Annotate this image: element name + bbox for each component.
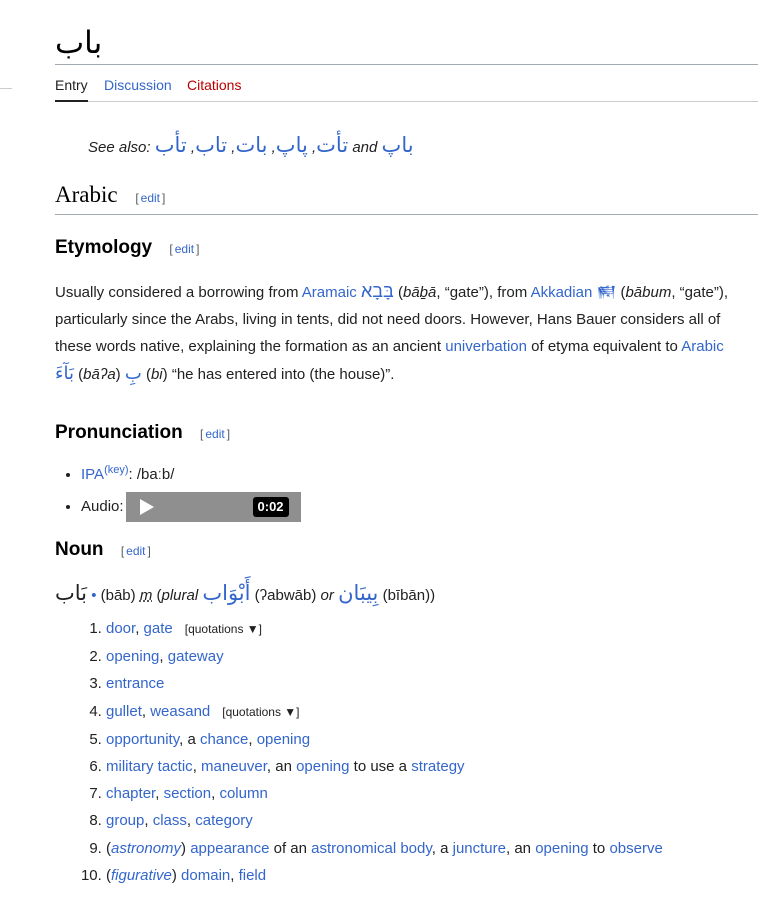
see-also-link-3[interactable]: بات — [235, 134, 268, 157]
audio-duration: 0:02 — [253, 497, 289, 517]
plural-translit: (bībān)) — [382, 587, 436, 604]
see-also-prefix: See also: — [88, 139, 151, 156]
text-span: , — [211, 785, 220, 803]
sense-link[interactable]: maneuver — [201, 758, 267, 776]
quotations-toggle[interactable]: [quotations ▼] — [222, 704, 300, 719]
edit-bracket: [ — [135, 191, 139, 205]
link-baa-word[interactable]: بَآءَ — [55, 363, 74, 383]
see-also-link-2[interactable]: پاپ — [275, 134, 308, 157]
edit-link-arabic[interactable]: edit — [140, 191, 161, 205]
sense-link[interactable]: figurative — [111, 866, 172, 884]
link-plural-biban[interactable]: بِيبَان — [338, 582, 379, 605]
link-bi-word[interactable]: بِ — [124, 363, 142, 383]
see-also-sep: , — [311, 139, 317, 156]
list-item-audio — [81, 491, 301, 523]
sense-link[interactable]: observe — [609, 839, 663, 857]
text-span: , — [144, 812, 153, 830]
list-item — [106, 726, 663, 753]
noun-heading — [55, 538, 151, 563]
text-span: to use a — [349, 758, 412, 776]
etymology-heading-text: Etymology — [55, 237, 153, 258]
tab-citations[interactable]: Citations — [187, 77, 242, 93]
edit-link-noun[interactable]: edit — [126, 544, 146, 558]
link-univerbation[interactable]: univerbation — [445, 338, 527, 355]
transliteration: bāʔa — [83, 366, 116, 383]
sense-link[interactable]: column — [219, 785, 268, 803]
play-icon[interactable] — [140, 499, 154, 515]
tab-discussion[interactable]: Discussion — [104, 77, 172, 93]
link-aramaic-word[interactable]: בָּבָא — [360, 281, 394, 301]
text-span: of etyma equivalent to — [526, 338, 682, 355]
text-span: ( — [106, 866, 111, 884]
edit-link-pronunciation[interactable]: edit — [205, 427, 225, 441]
link-akkadian[interactable]: Akkadian — [530, 284, 593, 301]
language-heading-arabic — [55, 180, 758, 215]
text-span: ) — [181, 839, 191, 857]
sense-link[interactable]: gateway — [167, 648, 224, 666]
sense-list — [55, 615, 663, 889]
edit-bracket: ] — [196, 242, 200, 256]
page-title — [55, 22, 758, 65]
text-span: ) — [115, 366, 125, 383]
sense-link[interactable]: opening — [106, 648, 160, 666]
text-span: , — [141, 702, 151, 720]
see-also-sep: , — [190, 139, 196, 156]
text-span: , “gate”), from — [436, 284, 531, 301]
plural-label: plural — [161, 587, 199, 604]
list-item — [106, 643, 663, 670]
sense-link[interactable]: gullet — [106, 702, 142, 720]
sense-link[interactable]: domain — [181, 866, 231, 884]
sense-link[interactable]: gate — [143, 620, 173, 637]
see-also-link-4[interactable]: تاب — [195, 134, 228, 157]
etymology-heading — [55, 236, 199, 261]
page-tabs — [55, 74, 758, 102]
list-item — [106, 615, 663, 643]
see-also-sep: , — [231, 139, 236, 156]
sense-link[interactable]: opportunity — [106, 730, 180, 748]
text-span: of an — [269, 839, 312, 857]
text-span: , — [230, 866, 239, 884]
pronunciation-list — [55, 454, 301, 523]
sense-link[interactable]: military tactic — [106, 758, 193, 776]
list-item — [106, 862, 663, 889]
transliteration: bāḇā — [403, 284, 437, 301]
text-span: , — [192, 758, 202, 776]
edit-link-etymology[interactable]: edit — [174, 242, 195, 256]
link-ipa[interactable]: IPA — [81, 466, 105, 483]
text-span: , — [186, 812, 196, 830]
edit-section-arabic — [135, 191, 165, 205]
link-plural-abwab[interactable]: أَبْوَاب — [202, 582, 251, 605]
list-item — [106, 670, 663, 697]
see-also-link-1[interactable]: تأت — [316, 134, 349, 157]
text-span: , a — [431, 839, 453, 857]
text-span: ( — [616, 284, 626, 301]
text-span: ( — [393, 284, 403, 301]
headword-arabic: بَاب — [55, 582, 88, 605]
sense-link[interactable]: group — [106, 812, 145, 830]
edit-bracket: ] — [162, 191, 166, 205]
sense-link[interactable]: field — [238, 866, 267, 884]
text-span: ) “he has entered into (the house)”. — [162, 366, 395, 383]
text-span: , — [135, 620, 144, 637]
sense-link[interactable]: weasand — [150, 702, 211, 720]
see-also-link-6[interactable]: باپ — [381, 134, 414, 157]
sense-link[interactable]: strategy — [411, 758, 465, 776]
see-also-and: and — [352, 139, 378, 156]
sense-link[interactable]: entrance — [106, 675, 165, 693]
edit-bracket: ] — [226, 427, 231, 441]
edit-section-etymology — [169, 242, 199, 256]
list-item — [106, 753, 663, 780]
edit-bracket: [ — [169, 242, 173, 256]
edit-section-noun — [121, 544, 151, 558]
audio-player[interactable] — [126, 492, 301, 522]
text-span: , an — [266, 758, 297, 776]
link-akkadian-word[interactable]: 𒆍 — [596, 284, 617, 301]
text-span: ( — [73, 366, 84, 383]
text-span: , — [155, 785, 164, 803]
text-span: : — [128, 466, 133, 483]
sense-link[interactable]: juncture — [452, 839, 506, 857]
list-item — [106, 807, 663, 834]
text-span: ( — [156, 587, 162, 604]
edit-bracket: ] — [147, 544, 151, 558]
text-span: ) — [171, 866, 182, 884]
link-arabic[interactable]: Arabic — [681, 338, 724, 355]
list-item — [106, 698, 663, 726]
tab-entry[interactable]: Entry — [55, 77, 88, 102]
audio-label: Audio: — [81, 498, 124, 515]
text-span: , “gate”), particularly since the Arabs, living in tents, did not need doors. However, Hans Bauer considers all of these words native, explaining the formation as an ancient — [55, 284, 729, 355]
etymology-text — [55, 278, 745, 388]
text-span: , a — [179, 730, 200, 748]
gender-abbr[interactable]: m — [139, 587, 153, 604]
edit-section-pronunciation — [200, 427, 230, 441]
list-item — [106, 780, 663, 807]
noun-heading-text: Noun — [55, 539, 104, 560]
see-also-sep: , — [271, 139, 276, 156]
sense-link[interactable]: appearance — [190, 839, 270, 857]
plural-translit: (ʔabwāb) — [254, 587, 317, 604]
sense-link[interactable]: chapter — [106, 785, 156, 803]
see-also-note — [88, 132, 414, 162]
edit-bracket: [ — [120, 544, 125, 558]
text-span: ( — [141, 366, 151, 383]
sense-link[interactable]: class — [152, 812, 187, 830]
sense-link[interactable]: category — [195, 812, 253, 830]
see-also-link-5[interactable]: تأب — [154, 134, 187, 157]
page-title-text: باب — [55, 25, 103, 60]
link-aramaic[interactable]: Aramaic — [301, 284, 357, 301]
text-span: ( — [106, 839, 111, 857]
list-item-ipa — [81, 454, 301, 491]
sense-link[interactable]: section — [163, 785, 212, 803]
text-span: , — [159, 648, 168, 666]
text-span: , — [248, 730, 257, 748]
text-span: Usually considered a borrowing from — [55, 284, 302, 301]
headword-line — [55, 580, 435, 610]
text-span: , an — [506, 839, 536, 857]
ipa-value: /baːb/ — [136, 466, 175, 483]
text-span: to — [588, 839, 610, 857]
pronunciation-heading — [55, 421, 230, 446]
transliteration: bi — [150, 366, 163, 383]
transliteration: bābum — [625, 284, 672, 301]
headword-bullet: • — [91, 587, 97, 604]
edit-bracket: [ — [200, 427, 204, 441]
sense-link[interactable]: door — [106, 620, 136, 637]
headword-translit: (bāb) — [100, 587, 136, 604]
sense-link[interactable]: chance — [199, 730, 249, 748]
left-edge-divider — [0, 88, 12, 89]
pronunciation-heading-text: Pronunciation — [55, 422, 183, 443]
sense-link[interactable]: astronomical body — [311, 839, 432, 857]
sense-link[interactable]: astronomy — [111, 839, 182, 857]
sense-link[interactable]: opening — [296, 758, 350, 776]
sense-link[interactable]: opening — [535, 839, 589, 857]
link-ipa-key[interactable]: (key) — [104, 464, 129, 476]
language-heading-text: Arabic — [55, 182, 118, 207]
quotations-toggle[interactable]: [quotations ▼] — [184, 622, 263, 636]
or-word: or — [320, 587, 334, 604]
sense-link[interactable]: opening — [256, 730, 311, 748]
list-item — [106, 835, 663, 862]
